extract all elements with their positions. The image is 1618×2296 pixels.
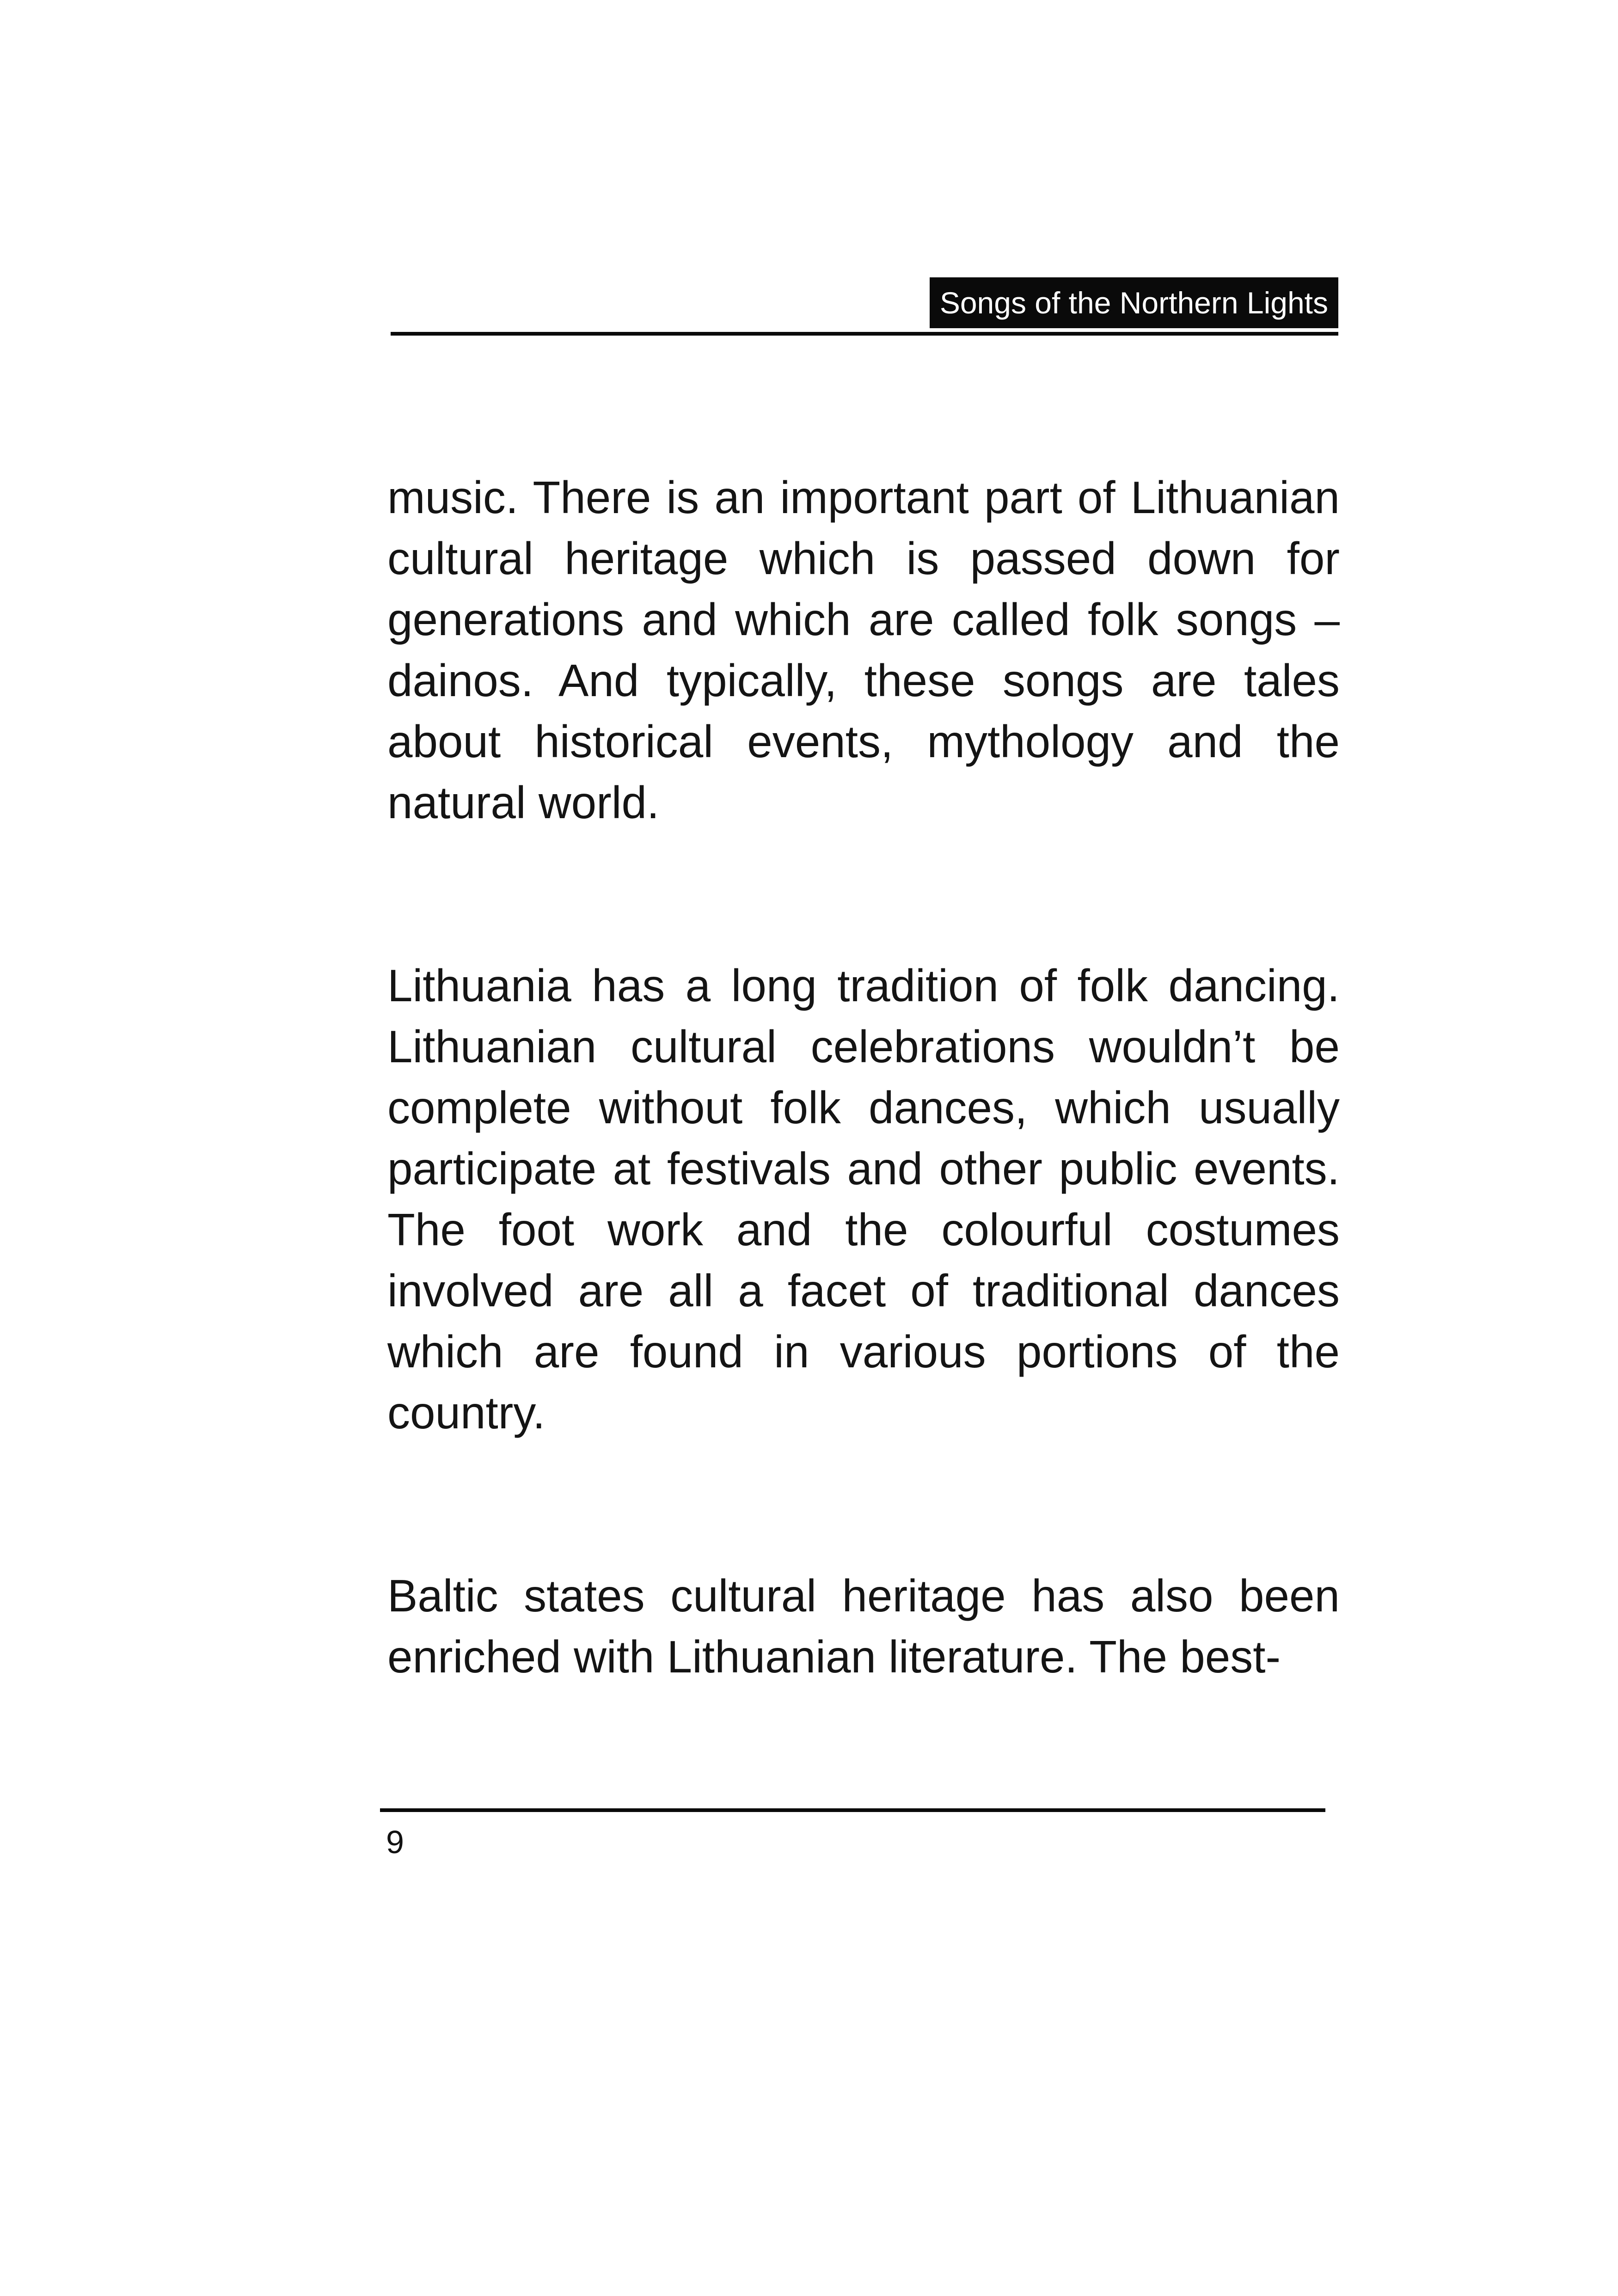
- footer-rule: [380, 1808, 1325, 1812]
- running-title: Songs of the Northern Lights: [930, 277, 1338, 328]
- header-rule: [391, 332, 1338, 336]
- paragraph-music: music. There is an important part of Lithuanian cultural heritage which is passed down for generations and which are called folk songs – dainos. And typically, these songs are tales about historical events, mythology and the natural world.: [387, 472, 1340, 828]
- page-number: 9: [386, 1824, 404, 1860]
- paragraph-folk-dancing: Lithuania has a long tradition of folk dancing. Lithuanian cultural celebrations wouldn’t be complete without folk dances, which usually participate at festivals and other public events. The foot work and the colourful costumes involved are all a facet of traditional dances which are found in various portions of the country.: [387, 960, 1340, 1438]
- running-header: [391, 277, 1338, 340]
- paragraph-literature: Baltic states cultural heritage has also been enriched with Lithuanian literature. The best-: [387, 1570, 1340, 1682]
- body-text: [387, 467, 1340, 1687]
